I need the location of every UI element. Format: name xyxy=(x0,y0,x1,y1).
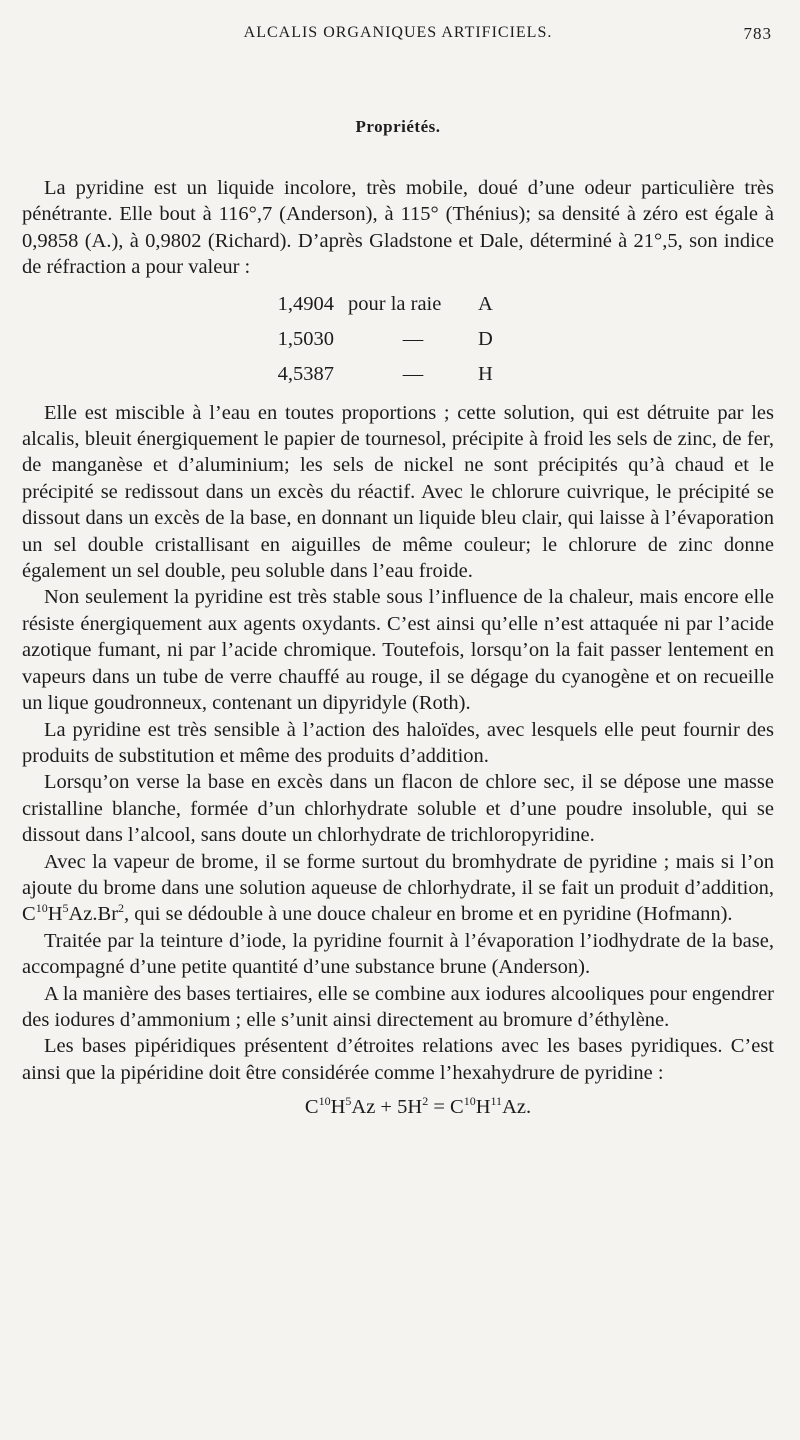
paragraph-bromine xyxy=(22,849,774,928)
paragraph-iodine: Traitée par la teinture d’iode, la pyridine fournit à l’évaporation l’iodhydrate de la base, accompagné d’une petite quantité d’une substance brune (Anderson). xyxy=(22,929,774,979)
paragraph-miscibility: Elle est miscible à l’eau en toutes proportions ; cette solution, qui est détruite par les alcalis, bleuit énergiquement le papier de tournesol, précipite à froid les sels de zinc, de fer, de manganèse et d’aluminium; les sels de nickel ne sont précipités qu’à chaud et le précipité se redissout dans un excès du réactif. Avec le chlorure cuivrique, le précipité se dissout dans un excès de la base, en donnant un liquide bleu clair, qui laisse à l’évaporation un sel double cristallisant en aiguilles de même couleur; le chlorure de zinc donne également un sel double, peu soluble dans l’eau froide. xyxy=(22,401,774,583)
formula-symbol: C xyxy=(22,903,36,926)
refraction-value: 1,5030 xyxy=(277,327,334,350)
paragraph-stability: Non seulement la pyridine est très stable sous l’influence de la chaleur, mais encore elle résiste énergiquement aux agents oxydants. C’est ainsi qu’elle n’est attaquée ni par l’acide azotique fumant, ni par l’acide chromique. Toutefois, lorsqu’on la fait passer lentement en vapeurs dans un tube de verre chauffé au rouge, il se dégage du cyanogène et on recueille un lique goudronneux, contenant un dipyridyle (Roth). xyxy=(22,586,774,715)
formula-index: 5 xyxy=(62,901,69,916)
spectral-line: D xyxy=(478,327,493,350)
refraction-row xyxy=(22,322,774,357)
equation-index: 5 xyxy=(345,1094,352,1109)
running-head xyxy=(22,0,774,44)
running-title: ALCALIS ORGANIQUES ARTIFICIELS. xyxy=(243,24,553,41)
paragraph-chlorine: Lorsqu’on verse la base en excès dans un flacon de chlore sec, il se dépose une masse cristalline blanche, formée d’un chlorhydrate soluble et d’une poudre insoluble, qui se dissout dans l’alcool, sans doute un chlorhydrate de trichloropyridine. xyxy=(22,771,774,847)
bromine-text-after: , qui se dédouble à une douce chaleur en brome et en pyridine (Hofmann). xyxy=(124,903,733,926)
spectral-line: H xyxy=(478,362,493,385)
page-number: 783 xyxy=(743,24,772,43)
equation-equals: = xyxy=(428,1096,450,1119)
addition-product-formula xyxy=(22,903,124,925)
equation-term: Az. xyxy=(502,1096,532,1119)
equation-term: C xyxy=(450,1096,464,1119)
formula-symbol: Az.Br xyxy=(68,903,119,926)
refraction-row xyxy=(22,287,774,322)
refraction-label: pour la raie xyxy=(348,292,442,315)
equation-index: 10 xyxy=(463,1094,476,1109)
refraction-row xyxy=(22,357,774,392)
section-heading: Propriétés. xyxy=(355,117,441,136)
paragraph-haloids: La pyridine est très sensible à l’action des haloïdes, avec lesquels elle peut fournir des produits de substitution et même des produits d’addition. xyxy=(22,718,774,767)
equation-term: C xyxy=(304,1096,319,1119)
refraction-label: — xyxy=(402,362,424,385)
formula-symbol: H xyxy=(47,903,63,926)
refraction-value: 4,5387 xyxy=(277,362,334,385)
refraction-table xyxy=(22,287,774,392)
equation-term: H xyxy=(475,1096,491,1119)
paragraph-alkyl-iodides: A la manière des bases tertiaires, elle se combine aux iodures alcooliques pour engendrer des iodures d’ammonium ; elle s’unit ainsi directement au bromure d’éthylène. xyxy=(22,982,774,1031)
equation-term: Az + 5H xyxy=(351,1096,423,1119)
paragraph-piperidine: Les bases pipéridiques présentent d’étroites relations avec les bases pyridiques. C’est ainsi que la pipéridine doit être considérée comme l’hexahydrure de pyridine : xyxy=(22,1035,774,1084)
hexahydride-equation xyxy=(22,1096,774,1119)
refraction-label: — xyxy=(402,327,424,350)
equation-index: 2 xyxy=(422,1094,429,1109)
formula-index: 10 xyxy=(35,901,48,916)
equation-index: 11 xyxy=(490,1094,503,1109)
paragraph-properties-intro: La pyridine est un liquide incolore, très mobile, doué d’une odeur particulière très pénétrante. Elle bout à 116°,7 (Anderson), à 115° (Thénius); sa densité à zéro est égale à 0,9858 (A.), à 0,9802 (Richard). D’après Gladstone et Dale, déterminé à 21°,5, son indice de réfraction a pour valeur : xyxy=(22,177,774,279)
spectral-line: A xyxy=(478,292,493,315)
bromine-text-before: Avec la vapeur de brome, il se forme surtout du bromhydrate de pyridine ; mais si l’on ajoute du brome dans une solution aqueuse de chlorhydrate, il se fait un produit d’addition, xyxy=(22,850,774,899)
refraction-value: 1,4904 xyxy=(277,292,334,315)
formula-index: 2 xyxy=(118,901,125,916)
equation-index: 10 xyxy=(318,1094,331,1109)
equation-term: H xyxy=(330,1096,346,1119)
